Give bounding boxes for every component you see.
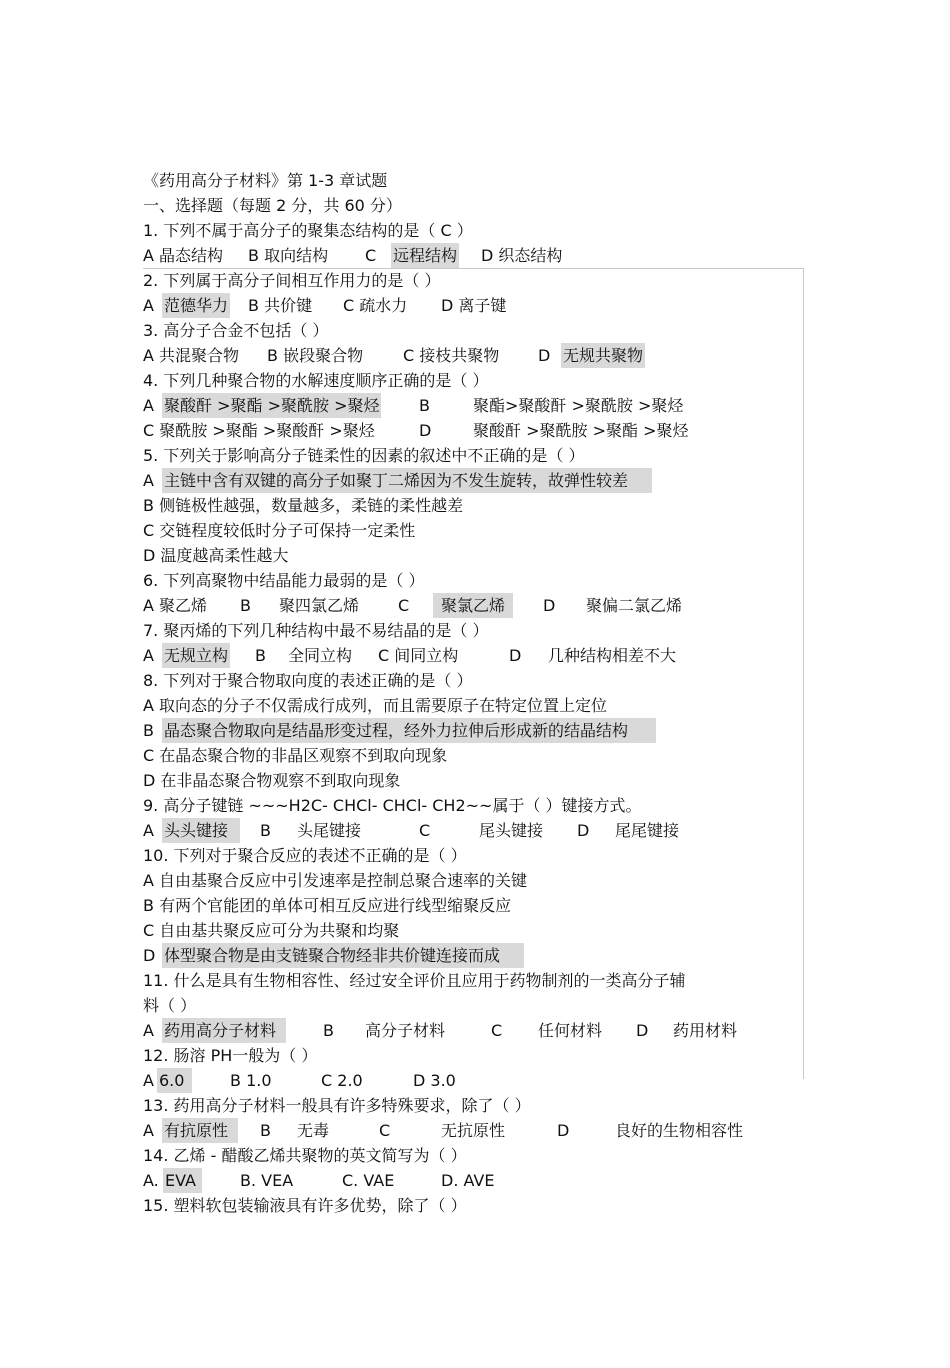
question-13-options: [143, 1118, 803, 1143]
question-12-stem: 12. 肠溶 PH一般为（ ）: [143, 1046, 318, 1065]
option-d-label: D: [143, 946, 156, 965]
option-d-label: D: [419, 421, 432, 440]
option-b: B 1.0: [230, 1071, 272, 1090]
option-d-text: 药用材料: [673, 1021, 738, 1040]
option-b-label: B: [255, 646, 266, 665]
question-5-option-b: B 侧链极性越强，数量越多，柔链的柔性越差: [143, 496, 464, 515]
question-14-stem: 14. 乙烯 - 醋酸乙烯共聚物的英文简写为（ ）: [143, 1146, 467, 1165]
option-b: B. VEA: [240, 1171, 294, 1190]
option-b-label: B: [323, 1021, 334, 1040]
answer-highlight: 晶态聚合物取向是结晶形变过程，经外力拉伸后形成新的结晶结构: [162, 718, 656, 743]
answer-highlight: 远程结构: [391, 243, 459, 268]
question-6-stem: 6. 下列高聚物中结晶能力最弱的是（ ）: [143, 571, 425, 590]
answer-highlight: 无规立构: [162, 643, 230, 668]
question-8-option-a: A 取向态的分子不仅需成行成列，而且需要原子在特定位置上定位: [143, 696, 608, 715]
option-c-label: C: [419, 821, 431, 840]
answer-highlight: 体型聚合物是由支链聚合物经非共价键连接而成: [162, 943, 524, 968]
option-c: C. VAE: [342, 1171, 395, 1190]
question-10-option-a: A 自由基聚合反应中引发速率是控制总聚合速率的关键: [143, 871, 528, 890]
option-d: D. AVE: [441, 1171, 495, 1190]
option-c-label: C: [379, 1121, 391, 1140]
question-2-options: [143, 293, 803, 318]
question-9-options: [143, 818, 803, 843]
option-d: D 3.0: [413, 1071, 456, 1090]
section-heading: 一、选择题（每题 2 分，共 60 分）: [143, 196, 402, 215]
option-b-label: B: [143, 721, 154, 740]
option-b: B 嵌段聚合物: [267, 346, 364, 365]
option-b-label: B: [419, 396, 430, 415]
question-8-option-b: [143, 718, 803, 743]
question-10-option-c: C 自由基共聚反应可分为共聚和均聚: [143, 921, 400, 940]
option-b-label: B: [240, 596, 251, 615]
option-d-label: D: [636, 1021, 649, 1040]
question-3-stem: 3. 高分子合金不包括（ ）: [143, 321, 329, 340]
option-a-label: A: [143, 821, 154, 840]
option-a-label: A: [143, 296, 154, 315]
question-11-options: [143, 1018, 803, 1043]
option-b-text: 高分子材料: [365, 1021, 446, 1040]
option-d: D 织态结构: [481, 246, 563, 265]
question-14-options: [143, 1168, 803, 1193]
question-4-stem: 4. 下列几种聚合物的水解速度顺序正确的是（ ）: [143, 371, 489, 390]
question-10-option-d: [143, 943, 803, 968]
option-a-label: A: [143, 646, 154, 665]
question-8-option-c: C 在晶态聚合物的非晶区观察不到取向现象: [143, 746, 448, 765]
option-c: C 2.0: [321, 1071, 363, 1090]
question-5-option-d: D 温度越高柔性越大: [143, 546, 289, 565]
option-d-text: 尾尾键接: [615, 821, 680, 840]
option-c-text: 尾头键接: [479, 821, 544, 840]
question-1-stem: 1. 下列不属于高分子的聚集态结构的是（ C ）: [143, 221, 473, 240]
answer-highlight: 药用高分子材料: [162, 1018, 286, 1043]
option-c-text: 任何材料: [538, 1021, 603, 1040]
option-d-label: D: [509, 646, 522, 665]
option-a-label: A: [143, 1071, 154, 1090]
option-b: B 共价键: [248, 296, 313, 315]
question-7-stem: 7. 聚丙烯的下列几种结构中最不易结晶的是（ ）: [143, 621, 489, 640]
question-11-stem: 11. 什么是具有生物相容性、经过安全评价且应用于药物制剂的一类高分子辅: [143, 971, 686, 990]
option-b-label: B: [260, 821, 271, 840]
option-d-label: D: [577, 821, 590, 840]
question-13-stem: 13. 药用高分子材料一般具有许多特殊要求，除了（ ）: [143, 1096, 531, 1115]
option-d-label: D: [557, 1121, 570, 1140]
answer-highlight: 聚氯乙烯: [433, 593, 513, 618]
option-d-text: 聚酸酐 >聚酰胺 >聚酯 >聚烃: [473, 421, 689, 440]
question-12-options: [143, 1068, 803, 1093]
option-a: A 聚乙烯: [143, 596, 208, 615]
option-d-text: 良好的生物相容性: [615, 1121, 744, 1140]
option-a-label: A: [143, 396, 154, 415]
question-5-stem: 5. 下列关于影响高分子链柔性的因素的叙述中不正确的是（ ）: [143, 446, 585, 465]
question-5-option-c: C 交链程度较低时分子可保持一定柔性: [143, 521, 416, 540]
option-d-label: D: [543, 596, 556, 615]
answer-highlight: 有抗原性: [162, 1118, 238, 1143]
option-a: A 晶态结构: [143, 246, 224, 265]
document-title: 《药用高分子材料》第 1-3 章试题: [143, 171, 388, 190]
question-9-stem: 9. 高分子键链 ~~~H2C- CHCl- CHCl- CH2~~属于（ ）键接方式。: [143, 796, 642, 815]
option-d: D 离子键: [441, 296, 507, 315]
answer-highlight: 头头键接: [162, 818, 240, 843]
question-5-option-a: [143, 468, 803, 493]
answer-highlight: 范德华力: [162, 293, 230, 318]
option-b-text: 头尾键接: [297, 821, 362, 840]
question-1-options: [143, 243, 803, 268]
question-10-option-b: B 有两个官能团的单体可相互反应进行线型缩聚反应: [143, 896, 512, 915]
option-c-label: C: [491, 1021, 503, 1040]
option-c-label: C: [398, 596, 410, 615]
option-c: C 聚酰胺 >聚酯 >聚酸酐 >聚烃: [143, 421, 375, 440]
question-8-option-d: D 在非晶态聚合物观察不到取向现象: [143, 771, 401, 790]
option-b-text: 无毒: [297, 1121, 330, 1140]
question-6-options: [143, 593, 803, 618]
option-a-label: A.: [143, 1171, 159, 1190]
option-c: C 接枝共聚物: [403, 346, 500, 365]
question-10-stem: 10. 下列对于聚合反应的表述不正确的是（ ）: [143, 846, 467, 865]
answer-highlight: EVA: [163, 1168, 202, 1193]
question-4-options-cd: [143, 418, 803, 443]
option-b-text: 聚酯>聚酸酐 >聚酰胺 >聚烃: [473, 396, 684, 415]
option-a-label: A: [143, 1021, 154, 1040]
option-a: A 共混聚合物: [143, 346, 240, 365]
option-b: B 取向结构: [248, 246, 329, 265]
question-4-options-ab: [143, 393, 803, 418]
option-a-label: A: [143, 471, 154, 490]
answer-highlight: 6.0: [157, 1068, 192, 1093]
answer-highlight: 无规共聚物: [561, 343, 645, 368]
option-c-label: C: [365, 246, 377, 265]
option-b-text: 聚四氯乙烯: [279, 596, 360, 615]
answer-highlight: 主链中含有双键的高分子如聚丁二烯因为不发生旋转，故弹性较差: [162, 468, 652, 493]
option-c-text: 无抗原性: [441, 1121, 506, 1140]
option-c: C 间同立构: [378, 646, 459, 665]
option-d-text: 几种结构相差不大: [548, 646, 677, 665]
option-b-label: B: [260, 1121, 271, 1140]
option-d-label: D: [538, 346, 551, 365]
answer-highlight: 聚酸酐 >聚酯 >聚酰胺 >聚烃: [162, 393, 381, 418]
question-8-stem: 8. 下列对于聚合物取向度的表述正确的是（ ）: [143, 671, 473, 690]
option-b-text: 全同立构: [288, 646, 353, 665]
question-7-options: [143, 643, 803, 668]
option-a-label: A: [143, 1121, 154, 1140]
question-2-stem: 2. 下列属于高分子间相互作用力的是（ ）: [143, 271, 441, 290]
option-d-text: 聚偏二氯乙烯: [586, 596, 683, 615]
question-11-stem-continued: 料（ ）: [143, 996, 197, 1015]
question-3-options: [143, 343, 803, 368]
question-15-stem: 15. 塑料软包装输液具有许多优势，除了（ ）: [143, 1196, 467, 1215]
option-c: C 疏水力: [343, 296, 408, 315]
